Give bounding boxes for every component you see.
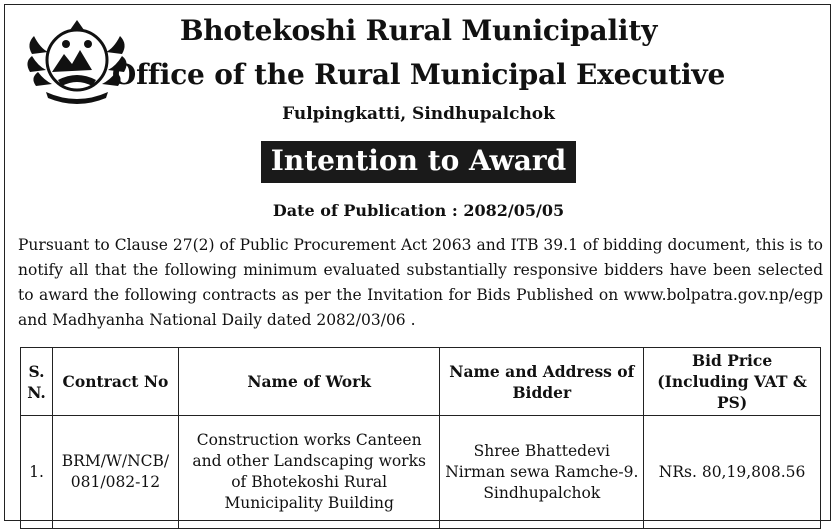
header-sn: S. N. bbox=[21, 348, 53, 416]
cell-bid-price: NRs. 80,19,808.56 bbox=[644, 416, 821, 529]
publication-date bbox=[0, 201, 837, 220]
municipality-name: Bhotekoshi Rural Municipality bbox=[179, 14, 658, 47]
header-contract-no: Contract No bbox=[52, 348, 178, 416]
cell-contract-no: BRM/W/NCB/ 081/082-12 bbox=[52, 416, 178, 529]
award-table bbox=[20, 347, 821, 529]
table-header-row bbox=[21, 348, 821, 416]
notice-body: Pursuant to Clause 27(2) of Public Procurement Act 2063 and ITB 39.1 of bidding document, this is to notify all that the following minimum evaluated substantially responsive bidders have been selected to award the following contracts as per the Invitation for Bids Published on www.bolpatra.gov.np/egp and Madhyanha National Daily dated 2082/03/06 . bbox=[18, 236, 823, 329]
cell-bidder: Shree Bhattedevi Nirman sewa Ramche-9. Sindhupalchok bbox=[440, 416, 644, 529]
notice-title: Intention to Award bbox=[261, 141, 576, 183]
header-bidder: Name and Address of Bidder bbox=[440, 348, 644, 416]
cell-name-of-work: Construction works Canteen and other Landscaping works of Bhotekoshi Rural Municipality Building bbox=[178, 416, 440, 529]
publication-date-value: 2082/05/05 bbox=[463, 201, 565, 220]
header-name-of-work: Name of Work bbox=[178, 348, 440, 416]
table-row bbox=[21, 416, 821, 529]
publication-date-label: Date of Publication : bbox=[272, 201, 458, 220]
notice-title-wrap bbox=[0, 141, 837, 183]
cell-sn: 1. bbox=[21, 416, 53, 529]
header-bid-price: Bid Price (Including VAT & PS) bbox=[644, 348, 821, 416]
office-name: Office of the Rural Municipal Executive bbox=[111, 58, 726, 91]
office-location: Fulpingkatti, Sindhupalchok bbox=[282, 104, 555, 124]
